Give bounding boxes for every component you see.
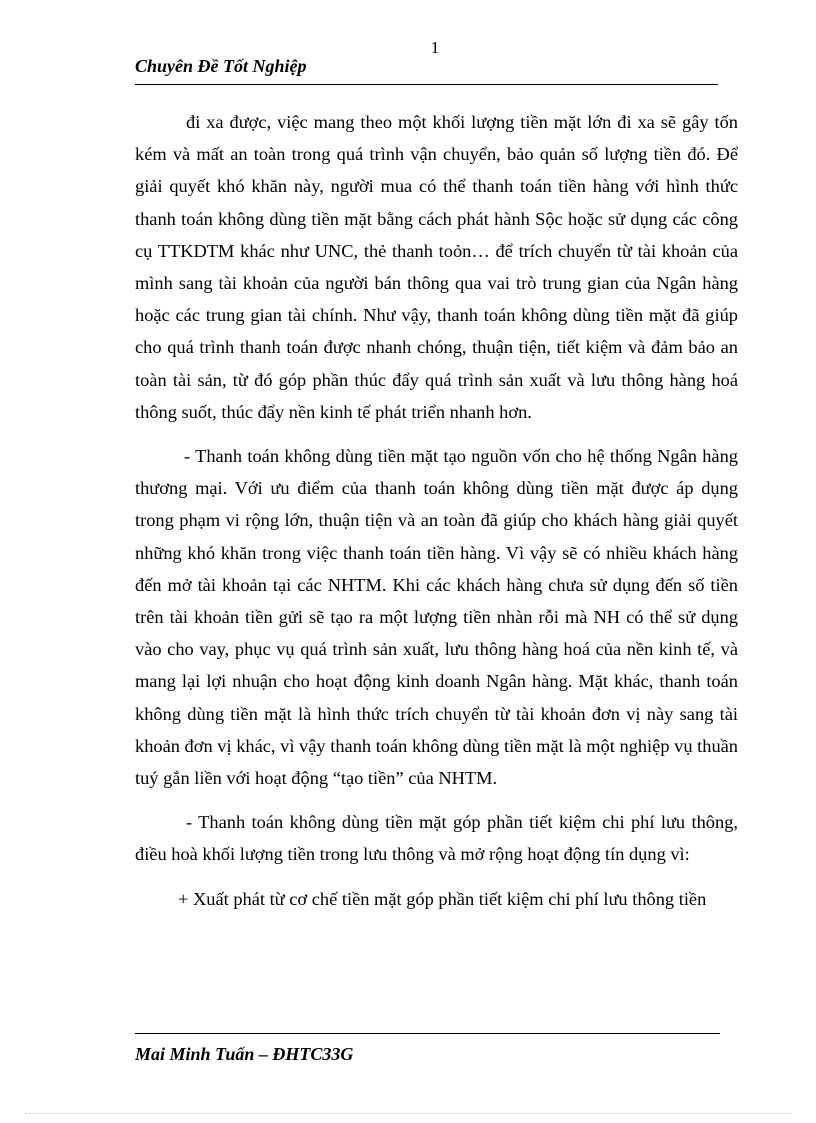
- page-number: 1: [430, 38, 440, 57]
- footer-author: Mai Minh Tuấn – ĐHTC33G: [135, 1044, 354, 1064]
- body-paragraph: - Thanh toán không dùng tiền mặt góp phần tiết kiệm chi phí lưu thông, điều hoà khối lượng tiền trong lưu thông và mở rộng hoạt động tín dụng vì:: [135, 812, 738, 865]
- body-paragraph: + Xuất phát từ cơ chế tiền mặt góp phần tiết kiệm chi phí lưu thông tiền: [178, 888, 707, 909]
- header-divider: [135, 84, 718, 85]
- page-edge: [25, 1113, 791, 1114]
- footer-divider: [135, 1033, 720, 1034]
- body-paragraph: - Thanh toán không dùng tiền mặt tạo nguồn vốn cho hệ thống Ngân hàng thương mại. Với ưu điểm của thanh toán không dùng tiền mặt được áp dụng trong phạm vi rộng lớn, thuận tiện và an toàn đã giúp cho khách hàng giải quyết những khó khăn trong việc thanh toán tiền hàng. Vì vậy sẽ có nhiều khách hàng đến mở tài khoản tại các NHTM. Khi các khách hàng chưa sử dụng đến số tiền trên tài khoản tiền gửi sẽ tạo ra một lượng tiền nhàn rỗi mà NH có thể sử dụng vào cho vay, phục vụ quá trình sản xuất, lưu thông hàng hoá của nền kinh tế, và mang lại lợi nhuận cho hoạt động kinh doanh Ngân hàng. Mặt khác, thanh toán không dùng tiền mặt là hình thức trích chuyển từ tài khoản đơn vị này sang tài khoản đơn vị khác, vì vậy thanh toán không dùng tiền mặt là một nghiệp vụ thuần tuý gắn liền với hoạt động “tạo tiền” của NHTM.: [135, 446, 738, 789]
- document-body: [135, 106, 738, 915]
- body-paragraph: đi xa được, việc mang theo một khối lượng tiền mặt lớn đi xa sẽ gây tốn kém và mất an toàn trong quá trình vận chuyển, bảo quản số lượng tiền đó. Để giải quyết khó khăn này, người mua có thể thanh toán tiền hàng với hình thức thanh toán không dùng tiền mặt bằng cách phát hành Sộc hoặc sử dụng các công cụ TTKDTM khác như UNC, thẻ thanh toỏn… để trích chuyển từ tài khoản của mình sang tài khoản của người bán thông qua vai trò trung gian của Ngân hàng hoặc các trung gian tài chính. Như vậy, thanh toán không dùng tiền mặt đã giúp cho quá trình thanh toán được nhanh chóng, thuận tiện, tiết kiệm và đảm bảo an toàn tài sản, từ đó góp phần thúc đẩy quá trình sản xuất và lưu thông hàng hoá thông suốt, thúc đẩy nền kinh tế phát triển nhanh hơn.: [135, 112, 738, 422]
- header-title: Chuyên Đề Tốt Nghiệp: [135, 56, 307, 76]
